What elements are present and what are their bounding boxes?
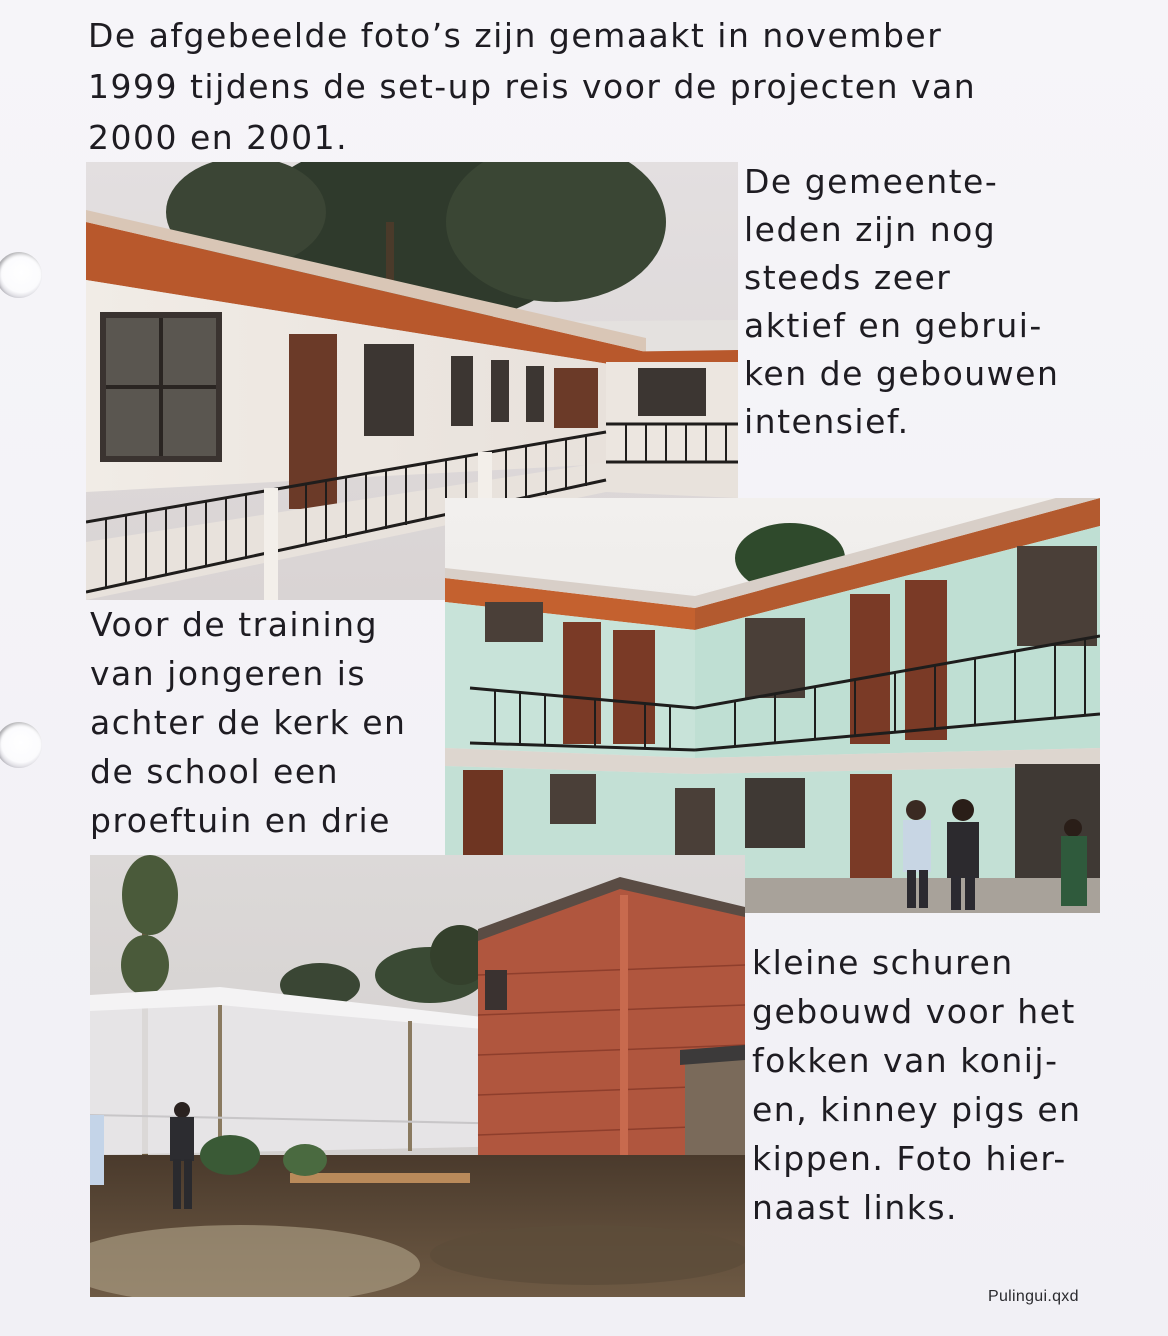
caption-right-bottom: kleine schuren gebouwd voor het fokken van konij- en, kinney pigs en kippen. Foto hier- naast links. bbox=[752, 943, 1082, 1227]
caption-right-top: De gemeente- leden zijn nog steeds zeer aktief en gebrui- ken de gebouwen intensief. bbox=[744, 162, 1060, 441]
file-name-label: Pulingui.qxd bbox=[988, 1288, 1079, 1305]
photo-training-building bbox=[445, 498, 1100, 913]
punch-hole-top bbox=[0, 252, 42, 298]
caption-left-middle: Voor de training van jongeren is achter de kerk en de school een proeftuin en drie bbox=[90, 605, 407, 840]
intro-paragraph: De afgebeelde foto’s zijn gemaakt in november 1999 tijdens de set-up reis voor de projecten van 2000 en 2001. bbox=[88, 16, 977, 157]
photo-greenhouse-shed bbox=[90, 855, 745, 1297]
punch-hole-bottom bbox=[0, 722, 42, 768]
